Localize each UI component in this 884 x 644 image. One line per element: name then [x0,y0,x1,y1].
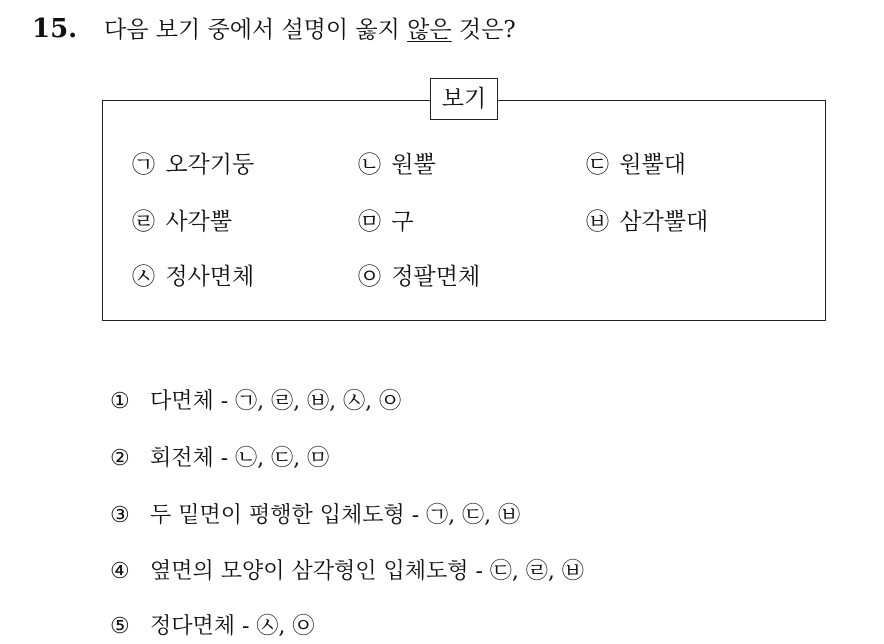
question-stem-text: 다음 보기 중에서 설명이 옳지 [104,17,408,43]
bogi-item [586,150,686,180]
bogi-item-marker: ㉢ [586,152,609,178]
question-number: 15. [32,14,78,44]
bogi-item-label: 삼각뿔대 [619,209,709,235]
bogi-item [132,262,254,292]
question-stem-end: 것은? [451,17,516,43]
bogi-item-label: 원뿔 [391,152,436,178]
choice-number: ④ [110,559,130,584]
bogi-item-marker: ㉦ [132,264,155,290]
bogi-item-marker: ㉤ [358,209,381,235]
bogi-item-label: 정사면체 [165,264,255,290]
bogi-item [132,150,254,180]
choice-text: 옆면의 모양이 삼각형인 입체도형 - ㉢, ㉣, ㉥ [150,559,584,584]
bogi-item-marker: ㉠ [132,152,155,178]
choice-3[interactable] [110,501,520,531]
choice-text: 다면체 - ㉠, ㉣, ㉥, ㉦, ㉧ [150,389,402,414]
bogi-item-label: 정팔면체 [391,264,481,290]
choice-number: ① [110,389,130,414]
bogi-item [358,207,414,237]
choice-text: 정다면체 - ㉦, ㉧ [150,614,315,639]
choice-1[interactable] [110,387,401,417]
choice-4[interactable] [110,557,584,587]
bogi-item [358,150,436,180]
bogi-item-marker: ㉥ [586,209,609,235]
bogi-item-label: 오각기둥 [165,152,255,178]
question-stem [104,13,516,47]
choice-number: ② [110,446,130,471]
bogi-item-marker: ㉣ [132,209,155,235]
bogi-item-label: 구 [391,209,414,235]
bogi-item [358,262,480,292]
choice-number: ③ [110,503,130,528]
question-stem-underlined: 않은 [407,17,452,43]
bogi-item-marker: ㉧ [358,264,381,290]
bogi-title: 보기 [430,78,498,120]
choice-text: 회전체 - ㉡, ㉢, ㉤ [150,446,330,471]
choice-5[interactable] [110,612,314,642]
choice-number: ⑤ [110,614,130,639]
choice-2[interactable] [110,444,329,474]
bogi-item [586,207,708,237]
bogi-item-label: 사각뿔 [165,209,232,235]
choice-text: 두 밑면이 평행한 입체도형 - ㉠, ㉢, ㉥ [150,503,521,528]
bogi-item [132,207,232,237]
bogi-item-label: 원뿔대 [619,152,686,178]
bogi-item-marker: ㉡ [358,152,381,178]
